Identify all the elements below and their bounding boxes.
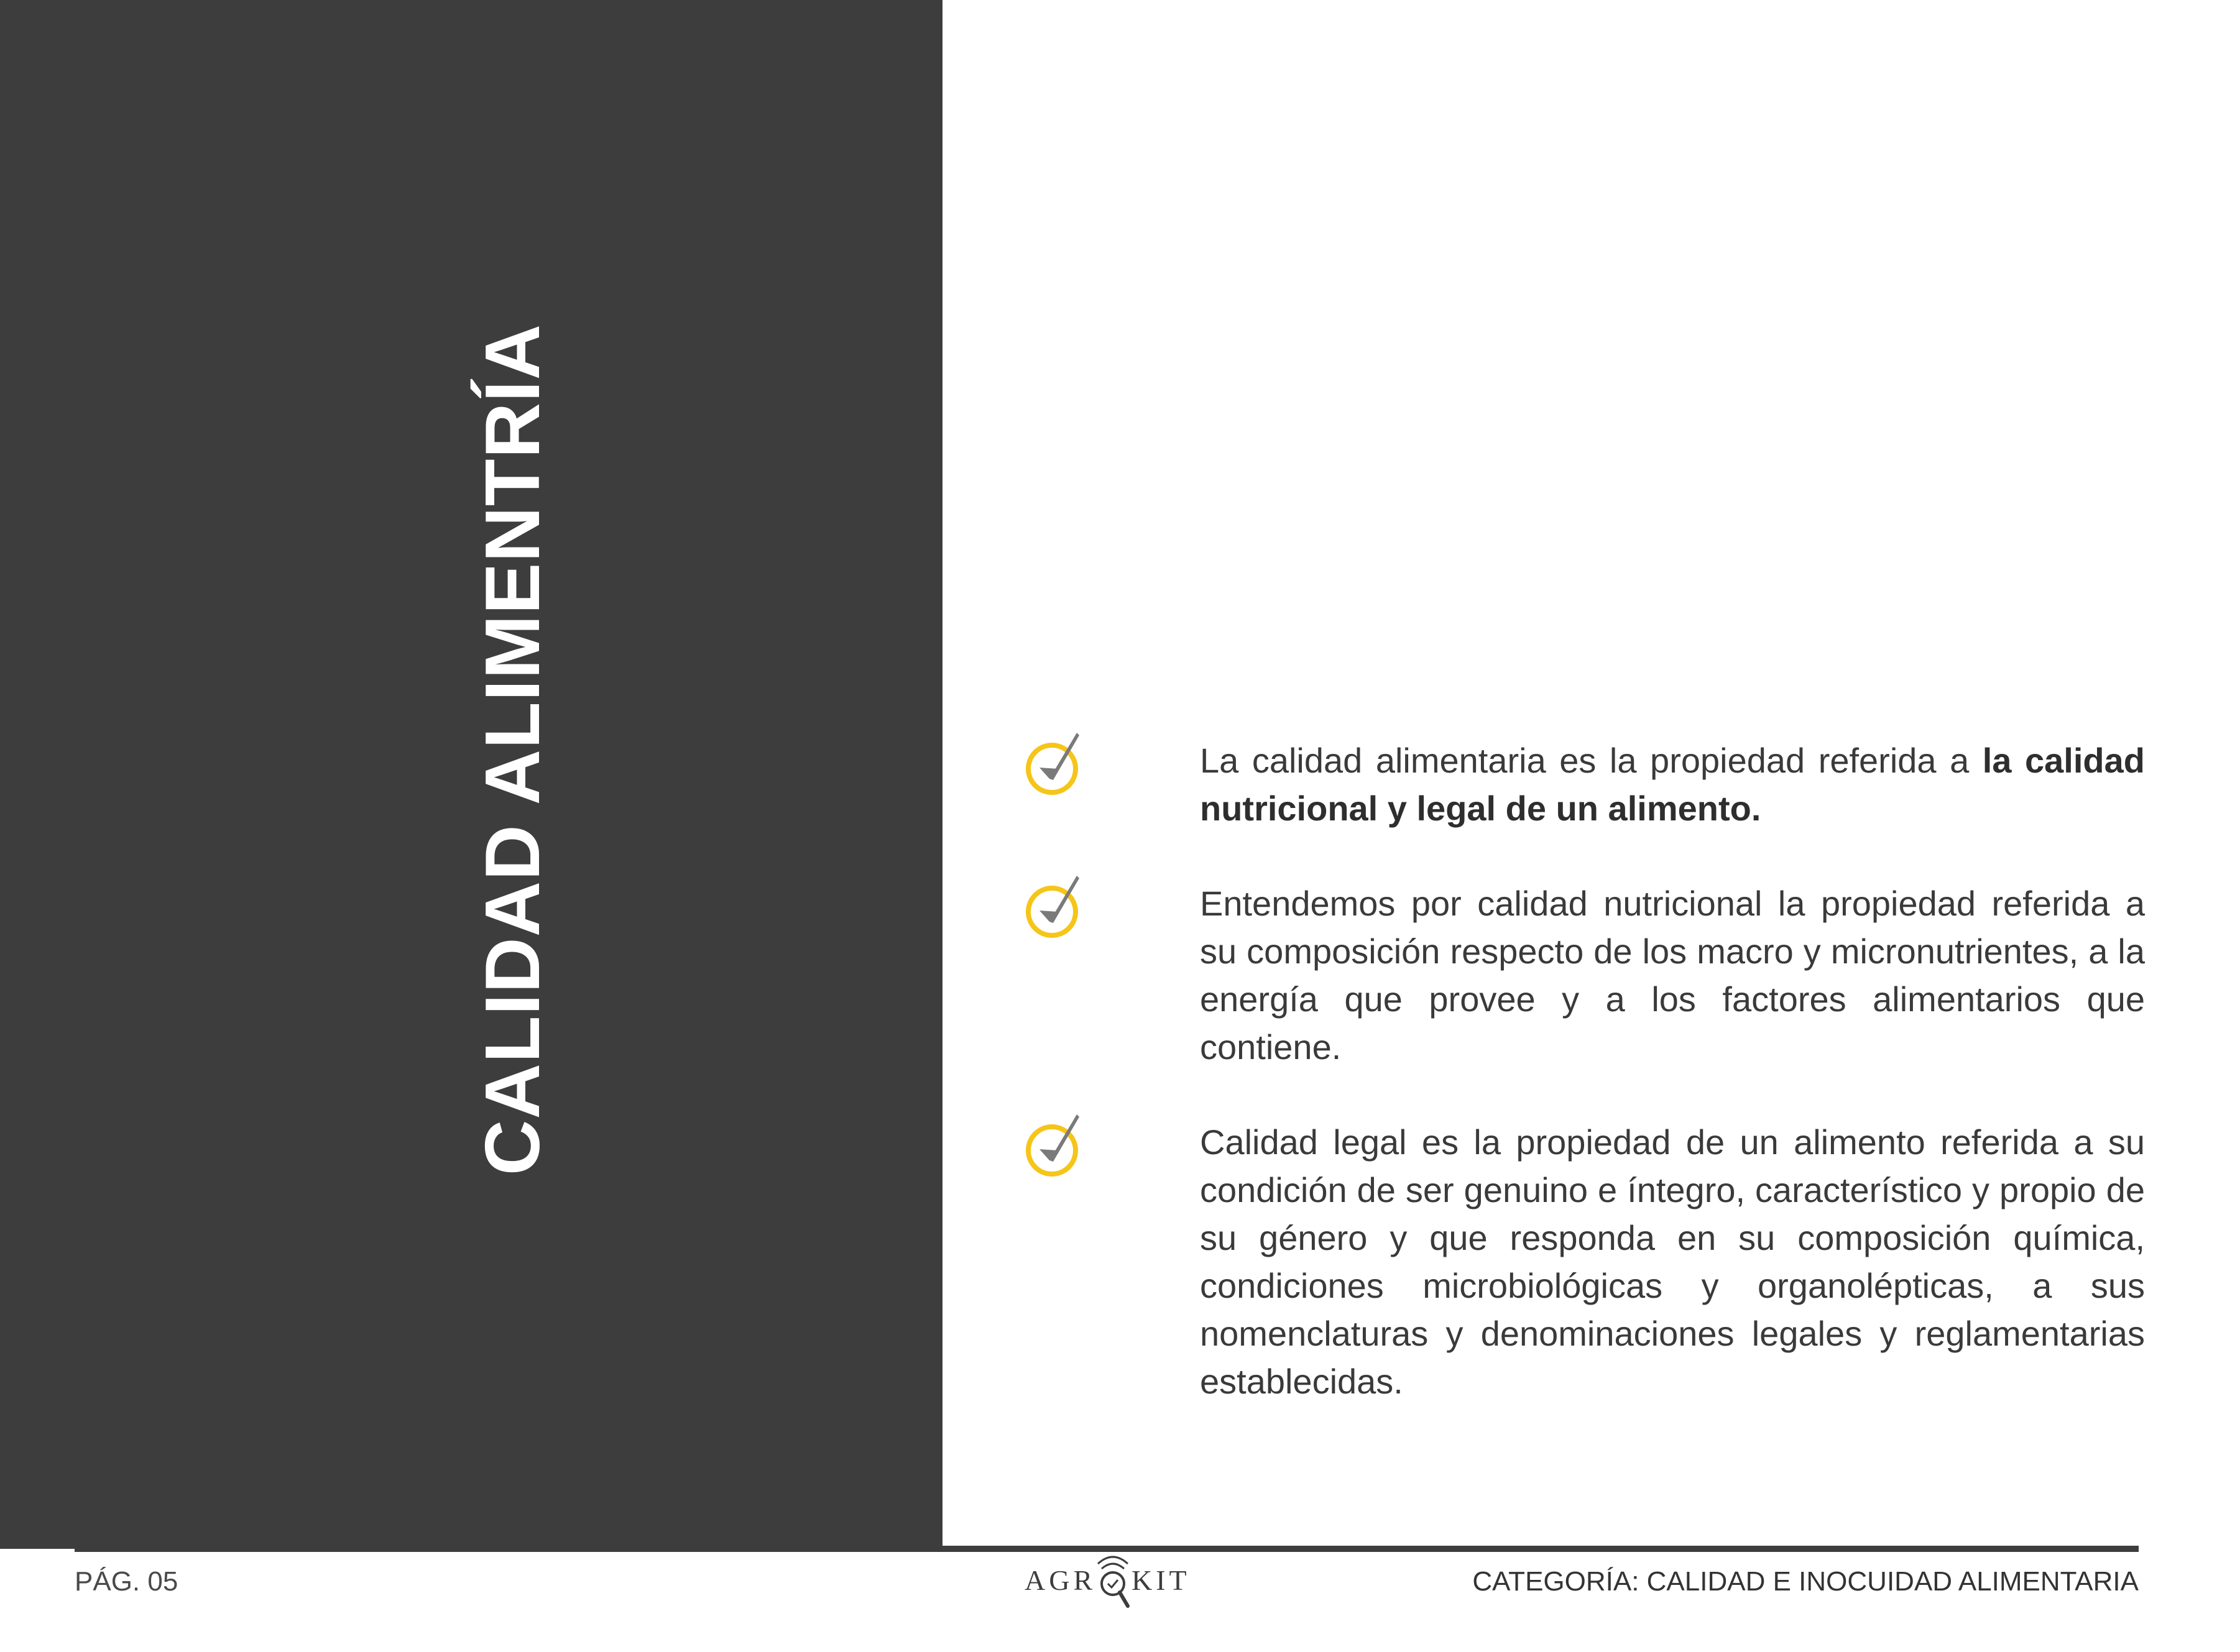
- check-circle-icon: [1026, 729, 1085, 797]
- check-circle-icon: [1026, 1111, 1085, 1179]
- logo-text-right: KIT: [1132, 1564, 1191, 1596]
- item-text: [1200, 737, 2145, 832]
- list-item: [1026, 737, 2145, 832]
- page-number: PÁG. 05: [75, 1566, 178, 1597]
- list-item: [1026, 879, 2145, 1071]
- item-text-bold: la calidad nutricional y legal de un alimento.: [1200, 741, 2145, 828]
- logo-text-left: AGR: [1025, 1564, 1097, 1596]
- item-text: Entendemos por calidad nutricional la propiedad referida a su composición respecto de los macro y micronutrientes, a la energía que provee y a los factores alimentarios que contiene.: [1200, 884, 2145, 1067]
- item-text: Calidad legal es la propiedad de un alimento referida a su condición de ser genuino e íntegro, característico y propio de su género y que responda en su composición química, condiciones microbiológicas y organolépticas, a sus nomenclaturas y denominaciones legales y reglamentarias establecidas.: [1200, 1122, 2145, 1401]
- category-label: CATEGORÍA: CALIDAD E INOCUIDAD ALIMENTARIA: [1472, 1566, 2139, 1597]
- side-panel: [0, 0, 943, 1549]
- magnifier-signal-icon: [1098, 1557, 1128, 1606]
- check-circle-icon: [1026, 872, 1085, 940]
- item-text-regular: La calidad alimentaria es la propiedad referida a: [1200, 741, 1983, 780]
- page-title: CALIDAD ALIMENTRÍA: [470, 323, 556, 1176]
- agrokit-logo: [1025, 1551, 1199, 1620]
- list-item: [1026, 1118, 2145, 1405]
- content-list: [1026, 737, 2145, 1452]
